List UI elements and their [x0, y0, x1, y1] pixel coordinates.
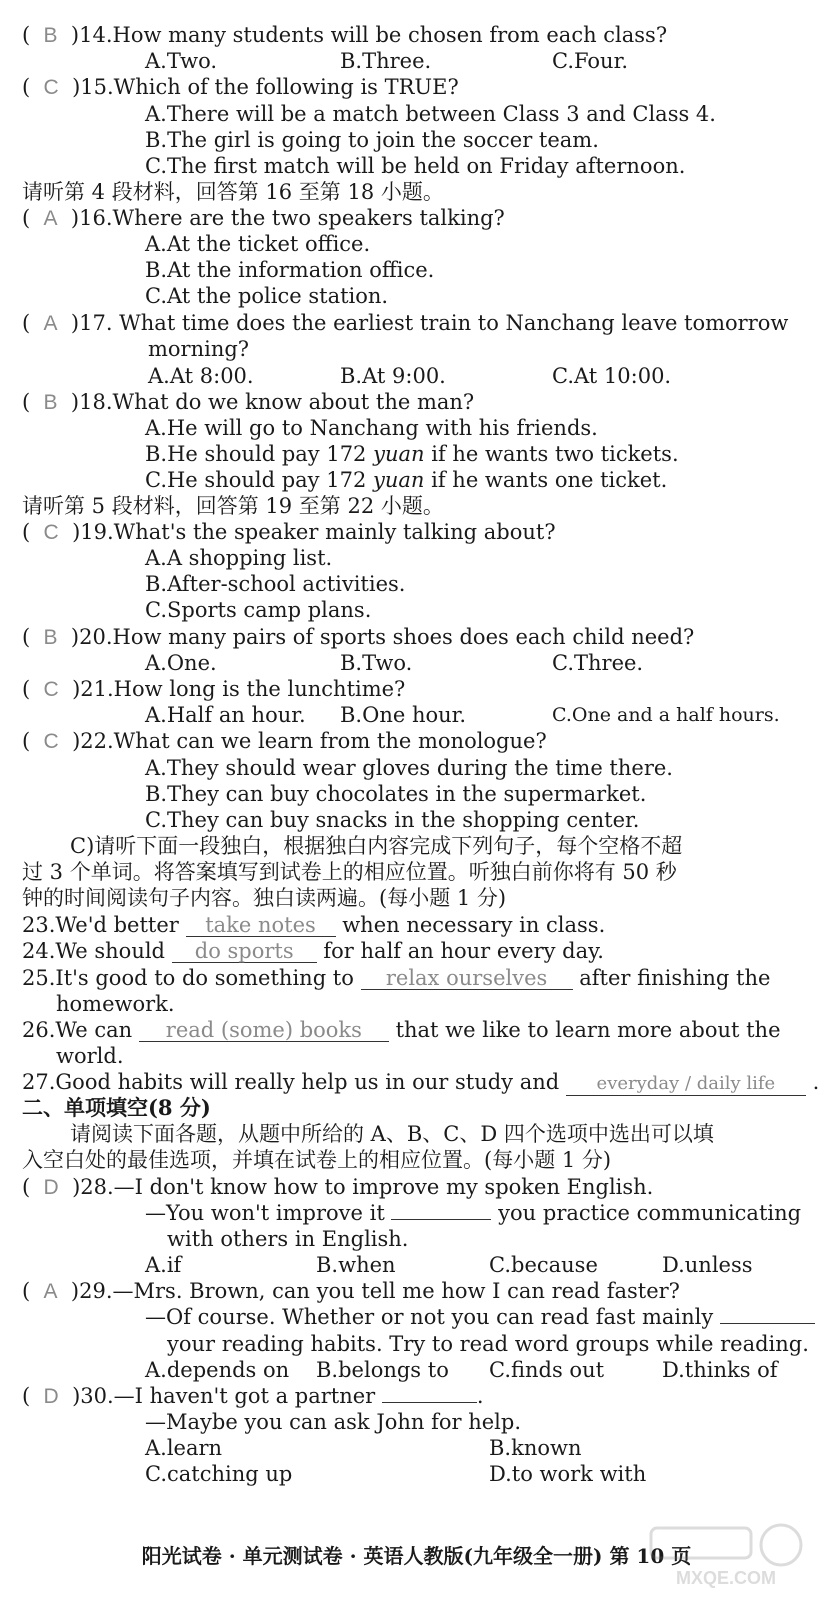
q17-answer: A [43, 312, 58, 335]
q27-pre: 27.Good habits will really help us in our study and [22, 1070, 560, 1094]
q20-stem: )20.How many pairs of sports shoes does each child need? [70, 625, 695, 649]
q18-opt-c-yuan: yuan [373, 468, 425, 492]
q23-row [22, 912, 605, 938]
q15-opt-c: C.The first match will be held on Friday afternoon. [145, 154, 686, 178]
part-2-title: 二、单项填空(8 分) [22, 1095, 211, 1120]
q28-line2 [145, 1200, 801, 1226]
q25-post: after finishing the [579, 966, 771, 990]
q18-answer: B [43, 391, 58, 414]
q28-opt-b: B.when [316, 1253, 396, 1277]
q28-opt-c: C.because [489, 1253, 598, 1277]
q15-answer: C [43, 76, 59, 99]
q27-answer: everyday / daily life [566, 1073, 806, 1096]
q29-answer: A [43, 1280, 58, 1303]
q24-row [22, 938, 604, 964]
q15-stem: )15.Which of the following is TRUE? [72, 75, 459, 99]
q27-post: . [812, 1070, 820, 1094]
q29-stem: )29.—Mrs. Brown, can you tell me how I can read faster? [70, 1279, 680, 1303]
q18-opt-b-yuan: yuan [373, 442, 425, 466]
q20-row: ( B )20.How many pairs of sports shoes does each child need? [22, 625, 695, 649]
q24-pre: 24.We should [22, 939, 166, 963]
q19-stem: )19.What's the speaker mainly talking about? [72, 520, 556, 544]
q29-line2 [145, 1304, 815, 1330]
q25-answer: relax ourselves [361, 967, 573, 990]
q21-row: ( C )21.How long is the lunchtime? [22, 677, 406, 701]
part-2-instr-2: 入空白处的最佳选项，并填在试卷上的相应位置。(每小题 1 分) [22, 1148, 612, 1172]
q26-post: that we like to learn more about the [395, 1018, 781, 1042]
q17-stem: )17. What time does the earliest train to Nanchang leave tomorrow [70, 311, 789, 335]
q28-line2-b: you practice communicating [498, 1201, 802, 1225]
q20-opt-c: C.Three. [552, 651, 644, 675]
section-4-heading: 请听第 4 段材料，回答第 16 至第 18 小题。 [22, 180, 444, 204]
q23-pre: 23.We'd better [22, 913, 179, 937]
q18-opt-c-text: C.He should pay 172 [145, 468, 367, 492]
q28-blank [391, 1201, 491, 1220]
q14-answer: B [43, 24, 58, 47]
q30-answer: D [43, 1385, 59, 1408]
q16-opt-a: A.At the ticket office. [145, 232, 371, 256]
q14-opt-c: C.Four. [552, 49, 628, 73]
watermark-logo [641, 1520, 811, 1590]
q24-post: for half an hour every day. [323, 939, 604, 963]
q26-row [22, 1017, 781, 1043]
q28-opt-d: D.unless [662, 1253, 753, 1277]
q18-opt-c-tail: if he wants one ticket. [431, 468, 668, 492]
q18-stem: )18.What do we know about the man? [70, 390, 475, 414]
q14-opt-a: A.Two. [145, 49, 218, 73]
q21-opt-a: A.Half an hour. [145, 703, 306, 727]
part-2-instr-1: 请阅读下面各题，从题中所给的 A、B、C、D 四个选项中选出可以填 [70, 1122, 714, 1146]
q22-opt-a: A.They should wear gloves during the time there. [145, 756, 673, 780]
q30-row: ( D )30.—I haven't got a partner . [22, 1384, 484, 1408]
q17-opt-c: C.At 10:00. [552, 364, 672, 388]
q15-opt-b: B.The girl is going to join the soccer team. [145, 128, 599, 152]
q14-opt-b: B.Three. [340, 49, 432, 73]
q25-cont: homework. [56, 992, 175, 1016]
q16-row: ( A )16.Where are the two speakers talking? [22, 206, 505, 230]
q17-opt-a: A.At 8:00. [148, 364, 254, 388]
q19-opt-a: A.A shopping list. [145, 546, 333, 570]
q30-stem-end: . [476, 1384, 484, 1408]
watermark-text: MXQE.COM [675, 1568, 777, 1588]
q18-opt-b-text: B.He should pay 172 [145, 442, 367, 466]
q22-stem: )22.What can we learn from the monologue? [72, 729, 547, 753]
q28-row: ( D )28.—I don't know how to improve my spoken English. [22, 1175, 654, 1199]
q22-opt-c: C.They can buy snacks in the shopping center. [145, 808, 640, 832]
q29-opt-b: B.belongs to [316, 1358, 449, 1382]
q16-opt-c: C.At the police station. [145, 284, 389, 308]
q26-answer: read (some) books [139, 1019, 389, 1042]
q30-opt-a: A.learn [145, 1436, 223, 1460]
q30-stem: )30.—I haven't got a partner [72, 1384, 376, 1408]
q18-opt-b [145, 441, 679, 467]
q15-row: ( C )15.Which of the following is TRUE? [22, 75, 459, 99]
q21-answer: C [43, 678, 59, 701]
q21-opt-c: C.One and a half hours. [552, 704, 780, 726]
q21-opt-b: B.One hour. [340, 703, 467, 727]
q23-post: when necessary in class. [342, 913, 606, 937]
q21-stem: )21.How long is the lunchtime? [72, 677, 406, 701]
q19-answer: C [43, 521, 59, 544]
q30-opt-c: C.catching up [145, 1462, 293, 1486]
q18-opt-c [145, 467, 667, 493]
q19-row: ( C )19.What's the speaker mainly talking about? [22, 520, 556, 544]
page-footer: 阳光试卷 · 单元测试卷 · 英语人教版(九年级全一册) 第 10 页 [141, 1544, 692, 1568]
q22-answer: C [43, 730, 59, 753]
q30-blank [382, 1384, 477, 1403]
q29-row: ( A )29.—Mrs. Brown, can you tell me how I can read faster? [22, 1279, 680, 1303]
q18-opt-a: A.He will go to Nanchang with his friends. [145, 416, 598, 440]
q30-opt-b: B.known [489, 1436, 582, 1460]
q25-row [22, 965, 770, 991]
q15-opt-a: A.There will be a match between Class 3 and Class 4. [145, 102, 716, 126]
q24-answer: do sports [172, 940, 317, 963]
q19-opt-b: B.After-school activities. [145, 572, 406, 596]
q29-opt-a: A.depends on [145, 1358, 290, 1382]
q16-answer: A [43, 207, 58, 230]
q16-opt-b: B.At the information office. [145, 258, 435, 282]
q18-opt-b-tail: if he wants two tickets. [431, 442, 679, 466]
q23-answer: take notes [186, 914, 336, 937]
q26-pre: 26.We can [22, 1018, 133, 1042]
section-5-heading: 请听第 5 段材料，回答第 19 至第 22 小题。 [22, 494, 444, 518]
q29-line2-text: —Of course. Whether or not you can read fast mainly [145, 1305, 714, 1329]
q20-opt-a: A.One. [145, 651, 217, 675]
q30-line2: —Maybe you can ask John for help. [145, 1410, 522, 1434]
q25-pre: 25.It's good to do something to [22, 966, 354, 990]
q22-row: ( C )22.What can we learn from the monologue? [22, 729, 547, 753]
q14-stem: )14.How many students will be chosen from each class? [70, 23, 668, 47]
q28-opt-a: A.if [145, 1253, 182, 1277]
q20-opt-b: B.Two. [340, 651, 413, 675]
q22-opt-b: B.They can buy chocolates in the supermarket. [145, 782, 647, 806]
q18-row: ( B )18.What do we know about the man? [22, 390, 475, 414]
q30-opt-d: D.to work with [489, 1462, 647, 1486]
q20-answer: B [43, 626, 58, 649]
q19-opt-c: C.Sports camp plans. [145, 598, 372, 622]
section-c-instr-2: 过 3 个单词。将答案填写到试卷上的相应位置。听独白前你将有 50 秒 [22, 860, 677, 884]
section-c-instr-3: 钟的时间阅读句子内容。独白读两遍。(每小题 1 分) [22, 886, 507, 910]
q26-cont: world. [56, 1044, 124, 1068]
section-c-instr-1: C)请听下面一段独白，根据独白内容完成下列句子，每个空格不超 [70, 834, 683, 858]
q29-line3: your reading habits. Try to read word groups while reading. [167, 1332, 809, 1356]
q17-row: ( A )17. What time does the earliest train to Nanchang leave tomorrow [22, 311, 789, 335]
q17-stem-cont: morning? [148, 337, 250, 361]
q28-stem: )28.—I don't know how to improve my spoken English. [72, 1175, 654, 1199]
q29-blank [720, 1305, 815, 1324]
q29-opt-d: D.thinks of [662, 1358, 778, 1382]
q29-opt-c: C.finds out [489, 1358, 605, 1382]
q17-opt-b: B.At 9:00. [340, 364, 446, 388]
q28-line3: with others in English. [167, 1227, 409, 1251]
q14-row: ( B )14.How many students will be chosen from each class? [22, 23, 668, 47]
q27-row [22, 1069, 819, 1096]
q16-stem: )16.Where are the two speakers talking? [70, 206, 505, 230]
q28-answer: D [43, 1176, 59, 1199]
q28-line2-a: —You won't improve it [145, 1201, 385, 1225]
